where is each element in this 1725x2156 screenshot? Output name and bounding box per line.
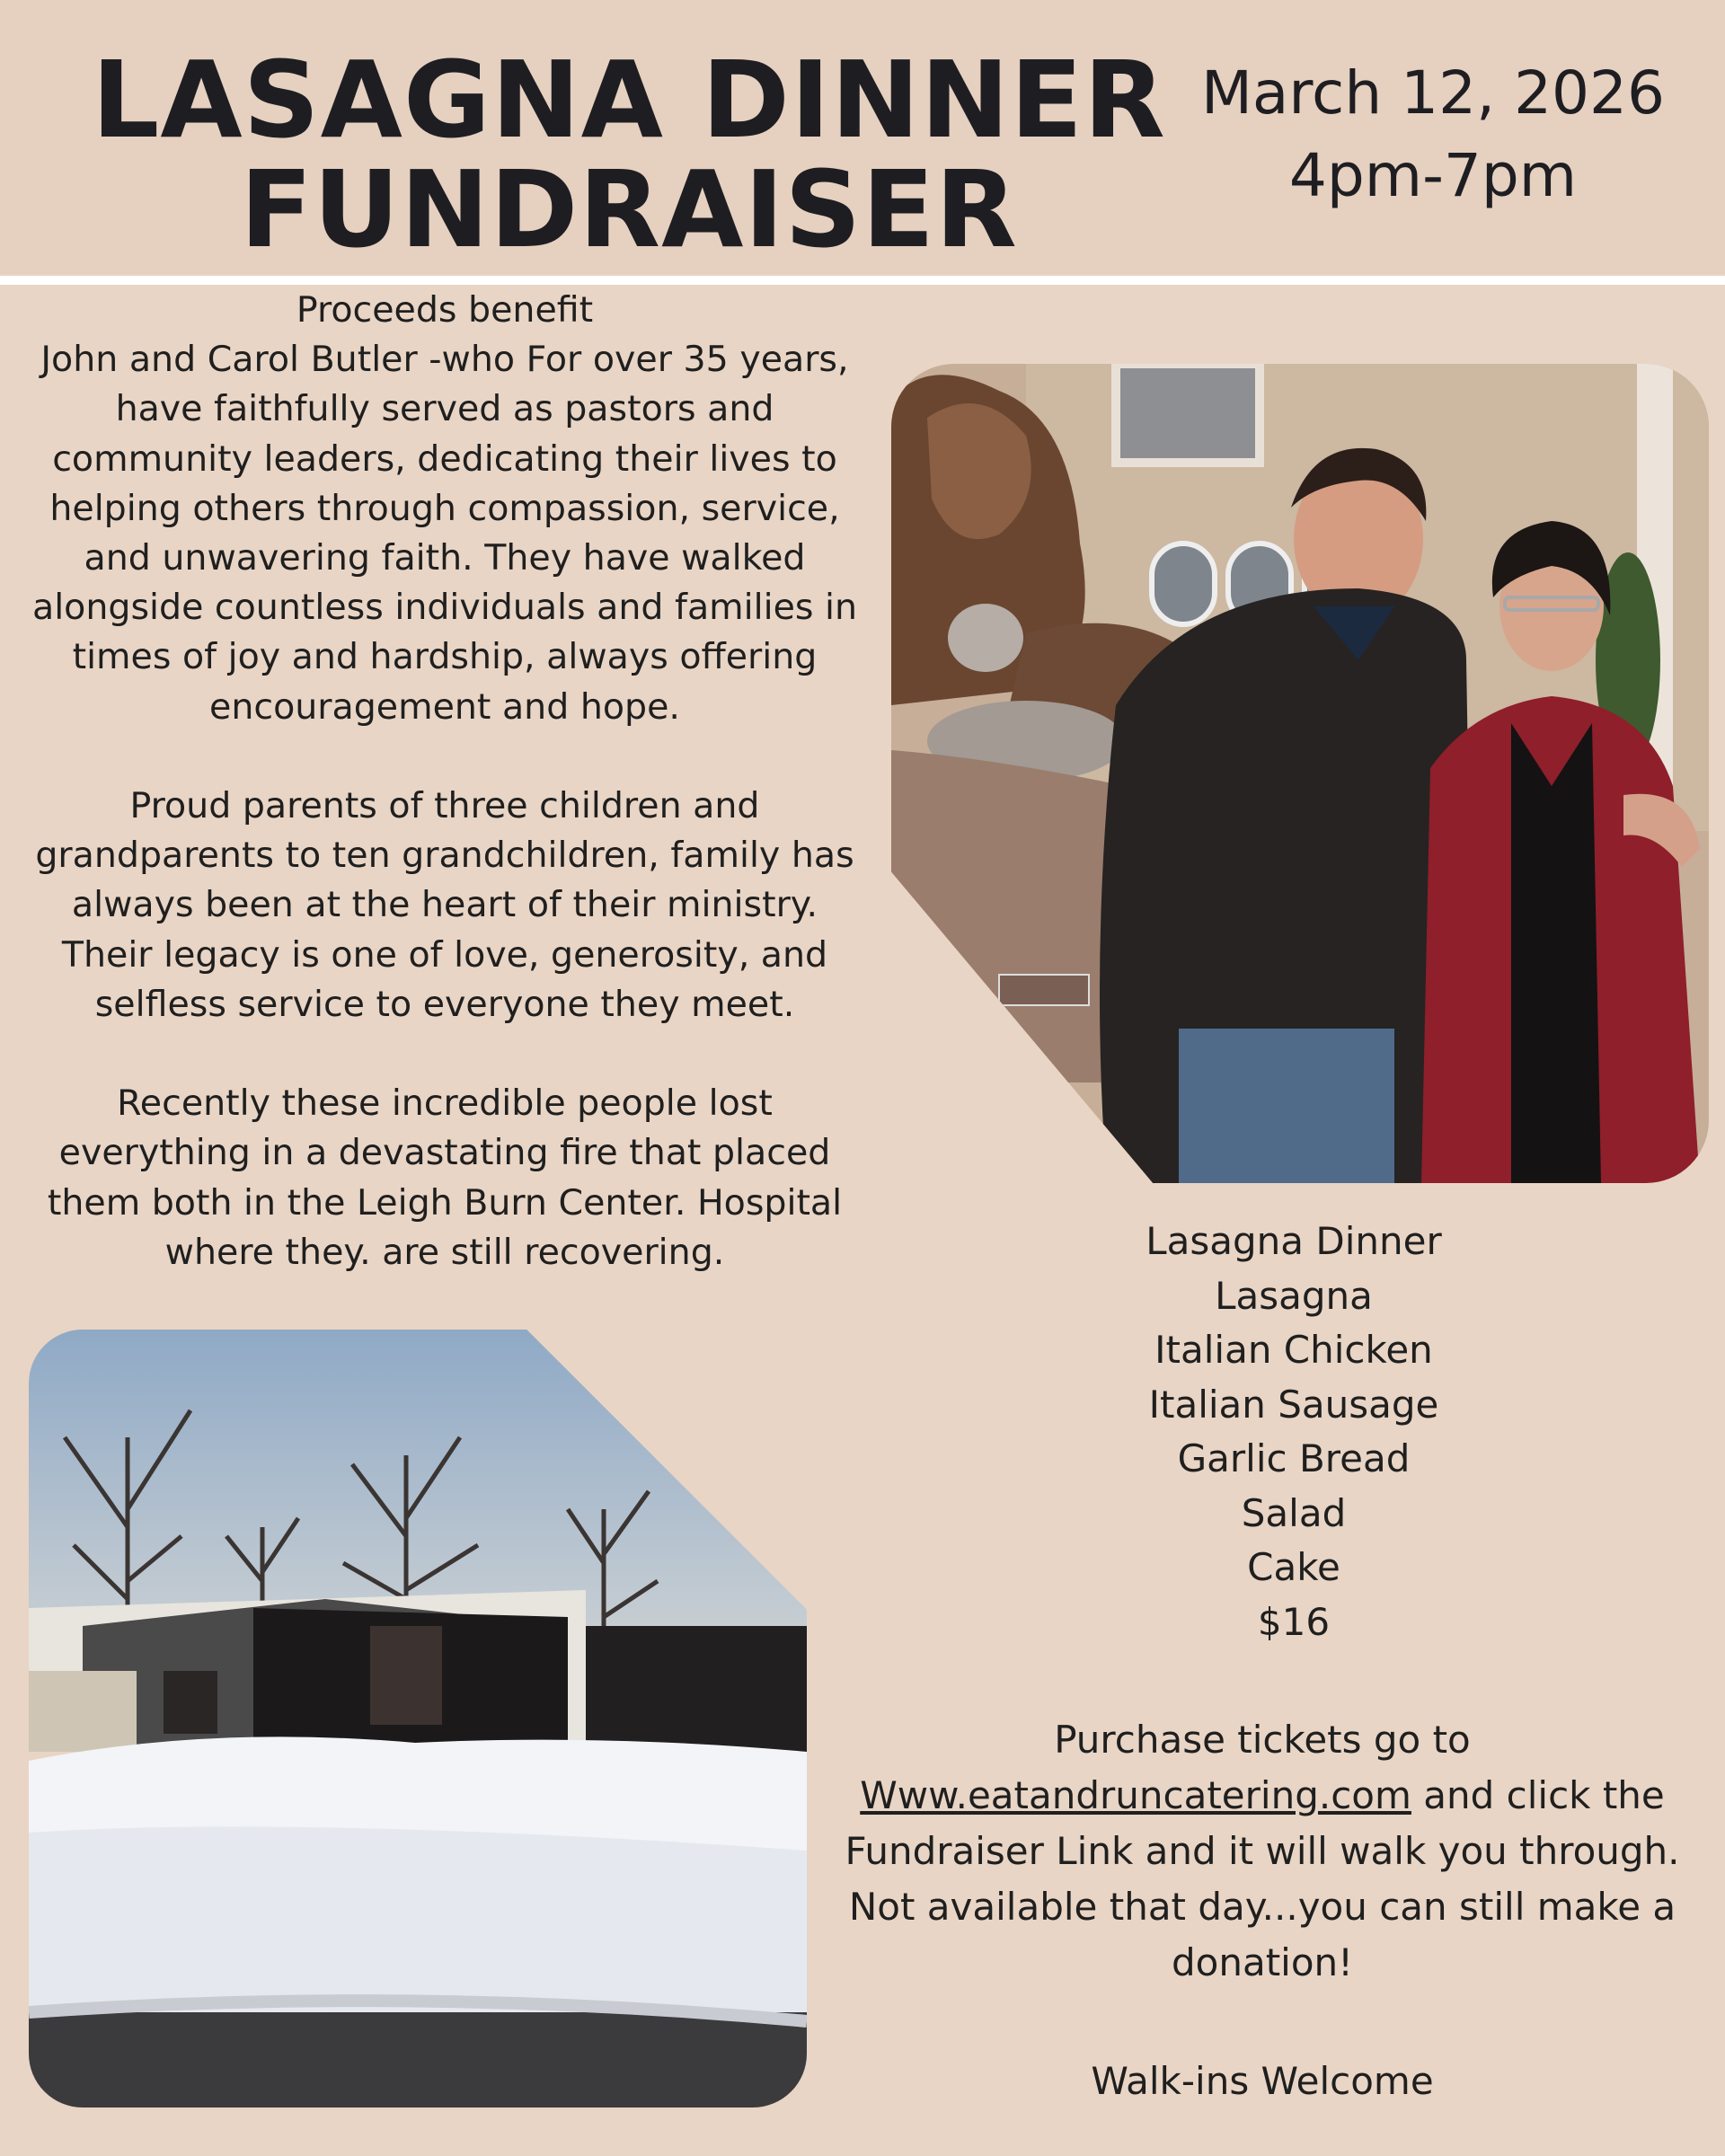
menu-item: Italian Sausage bbox=[1148, 1382, 1439, 1427]
purchase-info bbox=[809, 1712, 1716, 1991]
event-date: March 12, 2026 bbox=[1200, 58, 1666, 128]
title-line-2: FUNDRAISER bbox=[240, 147, 1018, 271]
fire-paragraph: Recently these incredible people lost everything in a devastating fire that placed them both in the Leigh Burn Center. Hospital where they. are still recovering. bbox=[47, 1082, 843, 1273]
menu-item: Lasagna bbox=[1215, 1273, 1373, 1318]
menu-item: Italian Chicken bbox=[1154, 1328, 1433, 1372]
purchase-intro: Purchase tickets go to bbox=[1054, 1718, 1471, 1762]
burned-house-photo bbox=[29, 1330, 807, 2107]
menu-item: Garlic Bread bbox=[1177, 1436, 1411, 1480]
purchase-details bbox=[809, 1768, 1716, 1991]
menu-item: Salad bbox=[1241, 1490, 1347, 1535]
about-text bbox=[27, 286, 862, 1277]
intro-paragraph: John and Carol Butler -who For over 35 years, have faithfully served as pastors and community leaders, dedicating their lives to helping others through compassion, service, and unwavering faith. They have walked alongside countless individuals and families in times of joy and hardship, always offering encouragement and hope. bbox=[31, 339, 858, 728]
header-divider bbox=[0, 276, 1725, 285]
menu-list bbox=[1033, 1215, 1554, 1649]
walk-ins-note: Walk-ins Welcome bbox=[1091, 2059, 1434, 2103]
couple-photo bbox=[891, 364, 1709, 1183]
ticket-website-link[interactable]: Www.eatandruncatering.com bbox=[860, 1773, 1411, 1817]
menu-price: $16 bbox=[1257, 1599, 1331, 1644]
menu-item: Lasagna Dinner bbox=[1146, 1219, 1442, 1263]
menu-item: Cake bbox=[1247, 1545, 1340, 1589]
event-time: 4pm-7pm bbox=[1288, 141, 1578, 210]
page-title bbox=[54, 38, 1204, 271]
event-when bbox=[1195, 52, 1671, 217]
family-paragraph: Proud parents of three children and grandparents to ten grandchildren, family has always been at the heart of their ministry. Their legacy is one of love, generosity, and selfless service to everyone they meet. bbox=[35, 785, 854, 1025]
intro-line: Proceeds benefit bbox=[296, 289, 594, 331]
title-line-1: LASAGNA DINNER bbox=[92, 38, 1166, 162]
purchase-instructions: and click the Fundraiser Link and it will walk you through. Not available that day...you can still make a donation! bbox=[845, 1773, 1680, 1984]
